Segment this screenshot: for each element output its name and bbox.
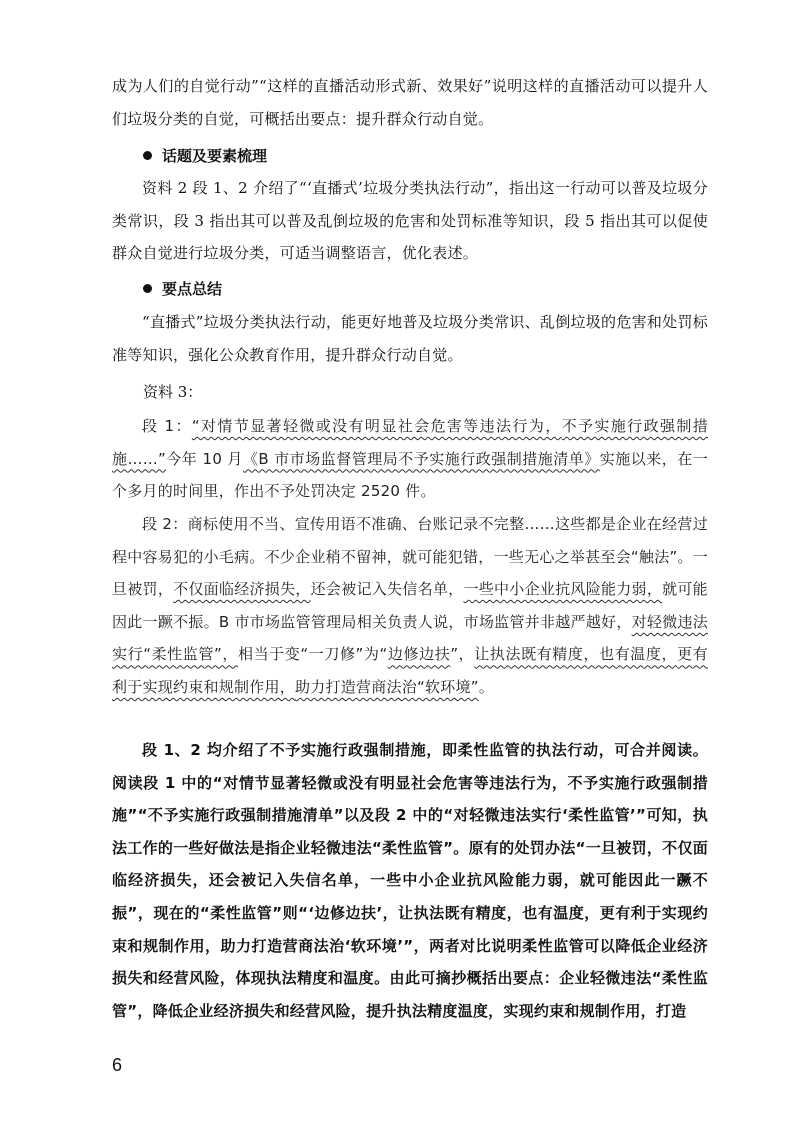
para2-underline-3: 对轻微违法实行“柔性监管”， xyxy=(112,612,708,664)
para2-text-1: 段 2：商标使用不当、宣传用语不准确、台账记录不完整……这些都是企业在经营过程中容易犯的小毛病。不少企业稍不留神，就可能犯错，一些无心之举甚至会“触法”。一旦被罚， xyxy=(112,515,708,599)
para2-text-5: ”， xyxy=(450,645,475,664)
section-summary-text: “直播式”垃圾分类执法行动，能更好地普及垃圾分类常识、乱倒垃圾的危害和处罚标准等知识，强化公众教育作用，提升群众行动自觉。 xyxy=(112,313,708,364)
material3-para2 xyxy=(112,508,708,704)
para1-underline-3: 《B 市市场监督管理局不予实施行政强制措施清单》 xyxy=(242,449,600,468)
para1-underline-1: “对情节显著轻微或没有明显社会危害等违法行为， xyxy=(191,417,562,435)
para1-text-1: 今年 10 月 xyxy=(166,449,243,468)
material3-para1 xyxy=(112,410,708,508)
para2-underline-1: 不仅面临经济损失， xyxy=(173,580,311,599)
page-number: 6 xyxy=(112,1055,123,1075)
bullet-icon xyxy=(143,284,152,293)
para2-underline-7: 助力打造营商法治“软环境” xyxy=(295,677,479,696)
para2-text-6: 。 xyxy=(478,677,495,696)
analysis-paragraph: 段 1、2 均介绍了不予实施行政强制措施，即柔性监管的执法行动，可合并阅读。阅读段 1 中的“对情节显著轻微或没有明显社会危害等违法行为，不予实施行政强制措施”“不予实施行政强制措施清单”以及段 2 中的“对轻微违法实行‘柔性监管’”可知，执法工作的一些好做法是指企业轻微违法“柔性监管”。原有的处罚办法“一旦被罚，不仅面临经济损失，还会被记入失信名单，一些中小企业抗风险能力弱，就可能因此一蹶不振”，现在的“柔性监管”则“‘边修边扶’，让执法既有精度，也有温度，更有利于实现约束和规制作用，助力打造营商法治‘软环境’”，两者对比说明柔性监管可以降低企业经济损失和经营风险，体现执法精度和温度。由此可摘抄概括出要点：企业轻微违法“柔性监管”，降低企业经济损失和经营风险，提升执法精度温度，实现约束和规制作用，打造 xyxy=(112,741,708,1020)
para1-lead: 段 1： xyxy=(142,417,192,435)
section-topic-text: 资料 2 段 1、2 介绍了“‘直播式’垃圾分类执法行动”，指出这一行动可以普及垃圾分类常识，段 3 指出其可以普及乱倒垃圾的危害和处罚标准等知识，段 5 指出其可以促使群众自觉进行垃圾分类，可适当调整语言，优化表述。 xyxy=(112,179,708,263)
para2-underline-4: 边修边扶 xyxy=(387,645,451,664)
para2-text-3: 就可能因此一蹶不振。B 市市场监管管理局相关负责人说，市场监管并非越严越好， xyxy=(112,580,708,631)
para2-text-2: 还会被记入失信名单， xyxy=(310,580,464,599)
section-topic-heading-text: 话题及要素梳理 xyxy=(162,147,268,165)
para1-underline-2: 不予实施行政强制措施……” xyxy=(112,417,708,468)
para2-underline-5: 让执法既有精度，也有温度， xyxy=(474,645,678,664)
material3-label: 资料 3： xyxy=(143,383,203,401)
section-summary-heading xyxy=(143,273,222,305)
section-summary-heading-text: 要点总结 xyxy=(162,280,223,298)
bullet-icon xyxy=(143,151,152,160)
para2-text-4: 相当于变“一刀修”为“ xyxy=(237,645,388,664)
para2-underline-2: 一些中小企业抗风险能力弱， xyxy=(463,580,663,599)
para2-underline-6: 更有利于实现约束和规制作用， xyxy=(112,645,708,696)
intro-paragraph: 成为人们的自觉行动”“这样的直播活动形式新、效果好”说明这样的直播活动可以提升人们垃圾分类的自觉，可概括出要点：提升群众行动自觉。 xyxy=(112,77,708,128)
para1-text-2: 实施以来，在一个多月的时间里，作出不予处罚决定 2520 件。 xyxy=(112,449,709,501)
section-topic-heading xyxy=(143,140,267,172)
